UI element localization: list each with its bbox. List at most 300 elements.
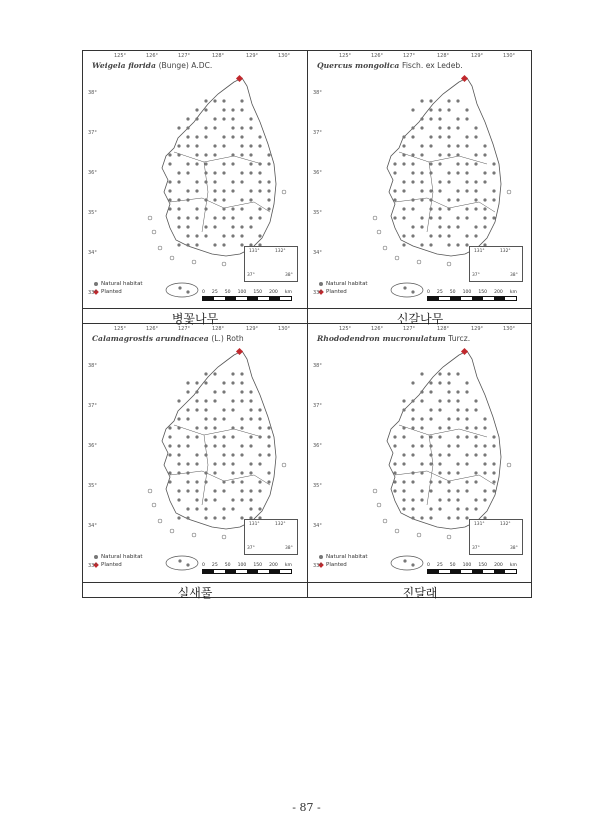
- natural-habitat-dot: [213, 225, 216, 228]
- longitude-label: 126°: [146, 53, 159, 59]
- natural-habitat-dot: [447, 453, 450, 456]
- natural-habitat-dot-icon: [94, 282, 98, 286]
- natural-habitat-dot: [447, 99, 450, 102]
- natural-habitat-dot: [456, 144, 459, 147]
- natural-habitat-dot: [168, 189, 171, 192]
- natural-habitat-dot: [465, 180, 468, 183]
- natural-habitat-dot: [420, 117, 423, 120]
- natural-habitat-dot: [195, 390, 198, 393]
- latitude-label: 38°: [313, 90, 322, 96]
- longitude-label: 129°: [471, 326, 484, 332]
- natural-habitat-dot: [267, 162, 270, 165]
- natural-habitat-dot: [420, 435, 423, 438]
- natural-habitat-dot: [195, 234, 198, 237]
- natural-habitat-dot: [213, 171, 216, 174]
- island-outline: [395, 529, 399, 533]
- natural-habitat-dot: [465, 144, 468, 147]
- natural-habitat-dot: [222, 489, 225, 492]
- natural-habitat-dot: [402, 144, 405, 147]
- natural-habitat-dot: [447, 207, 450, 210]
- natural-habitat-dot: [429, 507, 432, 510]
- natural-habitat-dot: [456, 153, 459, 156]
- natural-habitat-dot: [249, 153, 252, 156]
- natural-habitat-dot: [222, 462, 225, 465]
- natural-habitat-dot: [393, 189, 396, 192]
- island-outline: [148, 216, 152, 220]
- natural-habitat-dot: [240, 453, 243, 456]
- natural-habitat-dot: [222, 117, 225, 120]
- natural-habitat-dot: [213, 117, 216, 120]
- natural-habitat-dot: [168, 198, 171, 201]
- natural-habitat-dot: [429, 381, 432, 384]
- natural-habitat-dot: [195, 135, 198, 138]
- natural-habitat-dot: [177, 489, 180, 492]
- natural-habitat-dot: [429, 390, 432, 393]
- natural-habitat-dot: [438, 462, 441, 465]
- longitude-label: 130°: [503, 53, 516, 59]
- natural-habitat-dot: [240, 498, 243, 501]
- jeju-island-outline: [166, 283, 198, 297]
- natural-habitat-dot: [411, 153, 414, 156]
- natural-habitat-dot: [222, 198, 225, 201]
- natural-habitat-dot: [204, 471, 207, 474]
- natural-habitat-dot: [249, 417, 252, 420]
- natural-habitat-dot: [420, 489, 423, 492]
- natural-habitat-dot: [465, 117, 468, 120]
- inset-map: 131° 132° 37° 38°: [469, 246, 523, 282]
- natural-habitat-dot: [474, 225, 477, 228]
- natural-habitat-dot: [456, 243, 459, 246]
- natural-habitat-dot: [393, 162, 396, 165]
- natural-habitat-dot: [267, 453, 270, 456]
- natural-habitat-dot: [213, 153, 216, 156]
- natural-habitat-dot: [222, 162, 225, 165]
- natural-habitat-dot: [483, 180, 486, 183]
- natural-habitat-dot: [267, 435, 270, 438]
- natural-habitat-dot: [204, 453, 207, 456]
- latitude-label: 33°: [88, 563, 97, 569]
- natural-habitat-dot: [402, 234, 405, 237]
- natural-habitat-dot: [465, 408, 468, 411]
- natural-habitat-dot: [456, 198, 459, 201]
- natural-habitat-dot: [483, 444, 486, 447]
- natural-habitat-dot: [447, 516, 450, 519]
- latitude-label: 35°: [313, 483, 322, 489]
- natural-habitat-dot-icon: [319, 282, 323, 286]
- natural-habitat-dot: [429, 198, 432, 201]
- natural-habitat-dot: [204, 426, 207, 429]
- island-outline: [377, 230, 381, 234]
- natural-habitat-dot-icon: [319, 555, 323, 559]
- natural-habitat-dot: [429, 117, 432, 120]
- species-name: Quercus mongolica Fisch. ex Ledeb.: [317, 61, 463, 70]
- natural-habitat-dot: [420, 126, 423, 129]
- natural-habitat-dot: [420, 516, 423, 519]
- natural-habitat-dot: [177, 180, 180, 183]
- island-outline: [158, 519, 162, 523]
- natural-habitat-dot: [411, 180, 414, 183]
- natural-habitat-dot: [402, 153, 405, 156]
- natural-habitat-dot: [249, 399, 252, 402]
- natural-habitat-dot: [213, 390, 216, 393]
- natural-habitat-dot: [438, 453, 441, 456]
- natural-habitat-dot: [465, 426, 468, 429]
- latitude-label: 35°: [88, 483, 97, 489]
- map-legend: Natural habitat Planted: [319, 553, 368, 569]
- longitude-label: 129°: [246, 53, 259, 59]
- longitude-label: 128°: [437, 326, 450, 332]
- natural-habitat-dot: [204, 180, 207, 183]
- natural-habitat-dot: [231, 480, 234, 483]
- natural-habitat-dot: [168, 471, 171, 474]
- natural-habitat-dot: [240, 489, 243, 492]
- latitude-label: 34°: [88, 250, 97, 256]
- natural-habitat-dot: [258, 462, 261, 465]
- natural-habitat-dot: [474, 507, 477, 510]
- natural-habitat-dot: [474, 135, 477, 138]
- natural-habitat-dot: [195, 399, 198, 402]
- natural-habitat-dot: [447, 225, 450, 228]
- natural-habitat-dot: [402, 162, 405, 165]
- natural-habitat-dot: [249, 471, 252, 474]
- natural-habitat-dot: [204, 498, 207, 501]
- natural-habitat-dot: [420, 426, 423, 429]
- natural-habitat-dot: [456, 489, 459, 492]
- natural-habitat-dot: [456, 99, 459, 102]
- natural-habitat-dot: [213, 471, 216, 474]
- natural-habitat-dot: [402, 135, 405, 138]
- natural-habitat-dot: [420, 471, 423, 474]
- natural-habitat-dot: [213, 426, 216, 429]
- natural-habitat-dot: [474, 435, 477, 438]
- natural-habitat-dot: [447, 171, 450, 174]
- natural-habitat-dot: [178, 286, 181, 289]
- longitude-label: 126°: [371, 326, 384, 332]
- natural-habitat-dot: [195, 153, 198, 156]
- province-boundary: [174, 152, 262, 164]
- natural-habitat-dot: [492, 198, 495, 201]
- natural-habitat-dot: [231, 426, 234, 429]
- natural-habitat-dot: [465, 480, 468, 483]
- natural-habitat-dot: [231, 135, 234, 138]
- longitude-label: 129°: [246, 326, 259, 332]
- natural-habitat-dot: [231, 108, 234, 111]
- natural-habitat-dot: [483, 453, 486, 456]
- natural-habitat-dot: [168, 207, 171, 210]
- natural-habitat-dot: [258, 171, 261, 174]
- natural-habitat-dot: [429, 453, 432, 456]
- natural-habitat-dot: [411, 290, 414, 293]
- natural-habitat-dot: [267, 207, 270, 210]
- longitude-label: 129°: [471, 53, 484, 59]
- natural-habitat-dot: [249, 390, 252, 393]
- natural-habitat-dot: [249, 462, 252, 465]
- natural-habitat-dot: [483, 171, 486, 174]
- natural-habitat-dot: [492, 480, 495, 483]
- natural-habitat-dot: [213, 498, 216, 501]
- natural-habitat-dot: [474, 444, 477, 447]
- natural-habitat-dot: [447, 489, 450, 492]
- natural-habitat-dot: [240, 198, 243, 201]
- natural-habitat-dot: [186, 117, 189, 120]
- natural-habitat-dot: [438, 108, 441, 111]
- natural-habitat-dot: [222, 216, 225, 219]
- natural-habitat-dot: [267, 480, 270, 483]
- natural-habitat-dot: [492, 462, 495, 465]
- natural-habitat-dot: [438, 234, 441, 237]
- natural-habitat-dot: [231, 234, 234, 237]
- natural-habitat-dot: [195, 435, 198, 438]
- natural-habitat-dot: [204, 225, 207, 228]
- natural-habitat-dot: [204, 171, 207, 174]
- natural-habitat-dot: [195, 453, 198, 456]
- latitude-label: 36°: [88, 170, 97, 176]
- natural-habitat-dot: [177, 153, 180, 156]
- natural-habitat-dot: [177, 462, 180, 465]
- natural-habitat-dot: [429, 408, 432, 411]
- natural-habitat-dot: [231, 462, 234, 465]
- natural-habitat-dot: [222, 507, 225, 510]
- natural-habitat-dot: [231, 153, 234, 156]
- natural-habitat-dot: [204, 516, 207, 519]
- caption-panel-4: 진달래: [402, 586, 438, 600]
- natural-habitat-dot: [186, 290, 189, 293]
- natural-habitat-dot: [177, 225, 180, 228]
- longitude-label: 127°: [403, 326, 416, 332]
- natural-habitat-dot: [186, 189, 189, 192]
- natural-habitat-dot: [177, 216, 180, 219]
- latitude-label: 33°: [313, 563, 322, 569]
- natural-habitat-dot: [267, 444, 270, 447]
- planted-marker: [461, 75, 468, 82]
- natural-habitat-dot: [231, 498, 234, 501]
- natural-habitat-dot: [213, 99, 216, 102]
- natural-habitat-dot: [240, 171, 243, 174]
- species-name: Weigela florida (Bunge) A.DC.: [92, 61, 213, 70]
- peninsula-outline: [162, 351, 276, 529]
- natural-habitat-dot: [438, 480, 441, 483]
- natural-habitat-dot: [402, 426, 405, 429]
- natural-habitat-dot: [249, 216, 252, 219]
- natural-habitat-dot: [240, 144, 243, 147]
- natural-habitat-dot: [249, 162, 252, 165]
- longitude-label: 127°: [403, 53, 416, 59]
- natural-habitat-dot: [213, 126, 216, 129]
- natural-habitat-dot: [240, 153, 243, 156]
- natural-habitat-dot: [474, 408, 477, 411]
- natural-habitat-dot: [177, 453, 180, 456]
- natural-habitat-dot: [465, 453, 468, 456]
- natural-habitat-dot: [447, 153, 450, 156]
- island-outline: [282, 190, 286, 194]
- natural-habitat-dot: [393, 471, 396, 474]
- natural-habitat-dot: [456, 498, 459, 501]
- map-legend: Natural habitat Planted: [94, 553, 143, 569]
- inset-map: 131° 132° 37° 38°: [244, 246, 298, 282]
- natural-habitat-dot: [474, 480, 477, 483]
- natural-habitat-dot: [213, 489, 216, 492]
- natural-habitat-dot: [213, 417, 216, 420]
- natural-habitat-dot: [204, 399, 207, 402]
- natural-habitat-dot: [447, 399, 450, 402]
- natural-habitat-dot: [222, 408, 225, 411]
- natural-habitat-dot: [195, 144, 198, 147]
- island-outline: [383, 519, 387, 523]
- natural-habitat-dot: [420, 225, 423, 228]
- natural-habitat-dot: [240, 180, 243, 183]
- natural-habitat-dot: [204, 417, 207, 420]
- natural-habitat-dot: [204, 153, 207, 156]
- natural-habitat-dot: [402, 480, 405, 483]
- natural-habitat-dot: [474, 189, 477, 192]
- natural-habitat-dot: [231, 225, 234, 228]
- natural-habitat-dot: [195, 162, 198, 165]
- natural-habitat-dot: [438, 435, 441, 438]
- natural-habitat-dot: [231, 507, 234, 510]
- inset-map: 131° 132° 37° 38°: [244, 519, 298, 555]
- natural-habitat-dot: [474, 162, 477, 165]
- natural-habitat-dot: [411, 426, 414, 429]
- province-boundary: [395, 471, 495, 485]
- island-outline: [395, 256, 399, 260]
- natural-habitat-dot: [240, 372, 243, 375]
- island-outline: [447, 535, 451, 539]
- natural-habitat-dot: [249, 198, 252, 201]
- natural-habitat-dot: [186, 480, 189, 483]
- natural-habitat-dot: [438, 117, 441, 120]
- natural-habitat-dot: [483, 426, 486, 429]
- natural-habitat-dot: [411, 408, 414, 411]
- latitude-label: 36°: [88, 443, 97, 449]
- scale-bar: 0 25 50 100 150 200 km: [427, 563, 517, 574]
- natural-habitat-dot: [231, 435, 234, 438]
- latitude-label: 36°: [313, 170, 322, 176]
- natural-habitat-dot: [411, 480, 414, 483]
- longitude-label: 125°: [114, 326, 127, 332]
- natural-habitat-dot: [420, 198, 423, 201]
- natural-habitat-dot: [249, 444, 252, 447]
- jeju-island-outline: [391, 283, 423, 297]
- natural-habitat-dot: [177, 444, 180, 447]
- map-legend: Natural habitat Planted: [94, 280, 143, 296]
- natural-habitat-dot: [438, 381, 441, 384]
- natural-habitat-dot: [402, 462, 405, 465]
- natural-habitat-dot: [402, 498, 405, 501]
- latitude-label: 34°: [313, 523, 322, 529]
- natural-habitat-dot: [465, 171, 468, 174]
- natural-habitat-dot: [213, 243, 216, 246]
- natural-habitat-dot: [411, 417, 414, 420]
- natural-habitat-dot: [204, 234, 207, 237]
- latitude-label: 37°: [313, 130, 322, 136]
- natural-habitat-dot: [168, 180, 171, 183]
- natural-habitat-dot: [222, 207, 225, 210]
- longitude-label: 127°: [178, 53, 191, 59]
- longitude-label: 126°: [146, 326, 159, 332]
- natural-habitat-dot: [222, 243, 225, 246]
- natural-habitat-dot: [393, 462, 396, 465]
- species-name: Calamagrostis arundinacea (L.) Roth: [92, 334, 244, 343]
- natural-habitat-dot: [240, 381, 243, 384]
- natural-habitat-dot: [222, 417, 225, 420]
- natural-habitat-dot: [168, 480, 171, 483]
- natural-habitat-dot: [177, 471, 180, 474]
- natural-habitat-dot: [429, 216, 432, 219]
- natural-habitat-dot: [231, 126, 234, 129]
- natural-habitat-dot: [429, 171, 432, 174]
- natural-habitat-dot: [222, 516, 225, 519]
- natural-habitat-dot: [393, 489, 396, 492]
- natural-habitat-dot: [186, 171, 189, 174]
- natural-habitat-dot: [429, 417, 432, 420]
- natural-habitat-dot: [465, 162, 468, 165]
- natural-habitat-dot: [258, 417, 261, 420]
- natural-habitat-dot: [222, 144, 225, 147]
- natural-habitat-dot: [456, 225, 459, 228]
- natural-habitat-dot: [402, 207, 405, 210]
- natural-habitat-dot: [195, 243, 198, 246]
- natural-habitat-dot: [456, 189, 459, 192]
- natural-habitat-dot: [195, 426, 198, 429]
- jeju-island-outline: [391, 556, 423, 570]
- map-legend: Natural habitat Planted: [319, 280, 368, 296]
- natural-habitat-dot: [195, 498, 198, 501]
- natural-habitat-dot: [249, 171, 252, 174]
- natural-habitat-dot: [465, 207, 468, 210]
- natural-habitat-dot: [168, 162, 171, 165]
- natural-habitat-dot: [465, 489, 468, 492]
- natural-habitat-dot: [474, 126, 477, 129]
- natural-habitat-dot: [240, 426, 243, 429]
- latitude-label: 34°: [88, 523, 97, 529]
- natural-habitat-dot: [456, 399, 459, 402]
- natural-habitat-dot: [411, 563, 414, 566]
- natural-habitat-dot: [411, 399, 414, 402]
- natural-habitat-dot: [447, 144, 450, 147]
- natural-habitat-dot: [438, 135, 441, 138]
- inset-map: 131° 132° 37° 38°: [469, 519, 523, 555]
- natural-habitat-dot: [429, 435, 432, 438]
- natural-habitat-dot: [438, 498, 441, 501]
- natural-habitat-dot: [240, 108, 243, 111]
- longitude-label: 125°: [339, 53, 352, 59]
- natural-habitat-dot: [447, 243, 450, 246]
- natural-habitat-dot: [204, 507, 207, 510]
- natural-habitat-dot: [483, 471, 486, 474]
- natural-habitat-dot: [420, 216, 423, 219]
- natural-habitat-dot: [213, 399, 216, 402]
- longitude-label: 130°: [503, 326, 516, 332]
- jeju-island-outline: [166, 556, 198, 570]
- natural-habitat-dot: [213, 189, 216, 192]
- natural-habitat-dot: [240, 480, 243, 483]
- natural-habitat-dot: [492, 189, 495, 192]
- natural-habitat-dot: [222, 381, 225, 384]
- natural-habitat-dot: [411, 498, 414, 501]
- natural-habitat-dot: [240, 126, 243, 129]
- natural-habitat-dot: [483, 144, 486, 147]
- natural-habitat-dot: [195, 207, 198, 210]
- latitude-label: 37°: [88, 130, 97, 136]
- natural-habitat-dot: [438, 408, 441, 411]
- natural-habitat-dot: [447, 480, 450, 483]
- natural-habitat-dot: [186, 408, 189, 411]
- natural-habitat-dot: [267, 198, 270, 201]
- natural-habitat-dot: [258, 453, 261, 456]
- natural-habitat-dot: [429, 189, 432, 192]
- natural-habitat-dot: [195, 480, 198, 483]
- natural-habitat-dot: [177, 243, 180, 246]
